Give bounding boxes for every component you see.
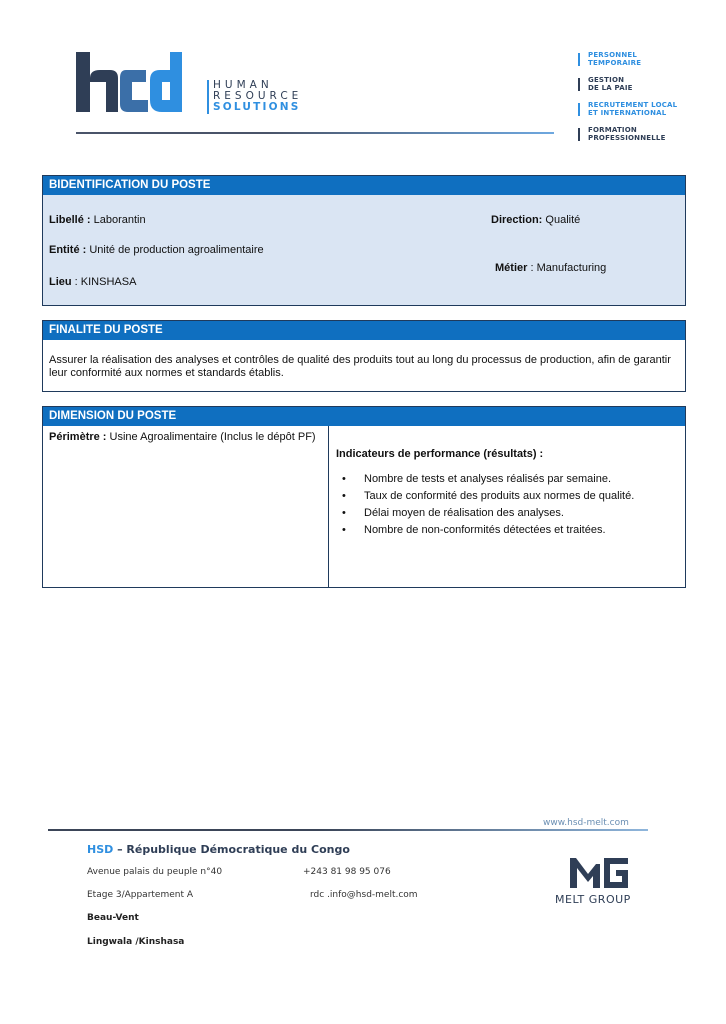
melt-group-logo bbox=[566, 852, 632, 890]
footer-title-brand: HSD bbox=[87, 843, 114, 856]
footer-divider bbox=[48, 829, 648, 831]
list-item: • Délai moyen de réalisation des analyses. bbox=[338, 506, 634, 523]
service-recrutement bbox=[578, 102, 677, 117]
brand-divider bbox=[207, 80, 209, 114]
entite-field bbox=[49, 244, 264, 256]
finalite-heading: FINALITE DU POSTE bbox=[43, 321, 685, 340]
hsd-logo bbox=[76, 48, 186, 118]
lieu-label: Lieu bbox=[49, 276, 72, 288]
brand-line-2: RESOURCE bbox=[213, 90, 303, 102]
finalite-text: Assurer la réalisation des analyses et contrôles de qualité des produits tout au long du processus de production, afin de garantir leur conformité aux normes et standards établis. bbox=[49, 354, 671, 379]
list-item: • Nombre de tests et analyses réalisés par semaine. bbox=[338, 472, 634, 489]
entite-label: Entité : bbox=[49, 244, 87, 256]
footer-address-4: Lingwala /Kinshasa bbox=[87, 937, 185, 947]
melt-group-name: MELT GROUP bbox=[555, 893, 631, 906]
indicateurs-cell bbox=[330, 426, 685, 587]
lieu-value: : KINSHASA bbox=[71, 276, 137, 288]
metier-field bbox=[495, 262, 606, 274]
perimetre-cell bbox=[43, 426, 329, 587]
service-personnel bbox=[578, 52, 677, 67]
entite-value: Unité de production agroalimentaire bbox=[86, 244, 264, 256]
list-item: • Taux de conformité des produits aux normes de qualité. bbox=[338, 489, 634, 506]
service-formation bbox=[578, 127, 677, 142]
service-line: PROFESSIONNELLE bbox=[588, 133, 666, 142]
footer-title-rest: – République Démocratique du Congo bbox=[113, 843, 350, 856]
list-item: • Nombre de non-conformités détectées et traitées. bbox=[338, 523, 634, 540]
direction-label: Direction: bbox=[491, 214, 543, 226]
libelle-field bbox=[49, 214, 146, 226]
footer-address-3: Beau-Vent bbox=[87, 913, 139, 923]
brand-line-1: HUMAN bbox=[213, 79, 273, 91]
perimetre-value: Usine Agroalimentaire (Inclus le dépôt PF) bbox=[106, 431, 316, 443]
identification-section bbox=[42, 175, 686, 306]
service-line: DE LA PAIE bbox=[588, 83, 633, 92]
header-divider bbox=[76, 132, 554, 134]
footer-phone: +243 81 98 95 076 bbox=[303, 867, 391, 877]
metier-value: : Manufacturing bbox=[527, 262, 607, 274]
direction-field bbox=[491, 214, 580, 226]
libelle-label: Libellé : bbox=[49, 214, 91, 226]
service-line: TEMPORAIRE bbox=[588, 58, 642, 67]
brand-name bbox=[213, 80, 302, 113]
lieu-field bbox=[49, 276, 136, 288]
service-line: RECRUTEMENT LOCAL bbox=[588, 101, 678, 109]
indicateurs-list bbox=[338, 472, 634, 540]
dimension-section bbox=[42, 406, 686, 588]
identification-body bbox=[43, 195, 685, 305]
footer-title bbox=[87, 843, 350, 856]
metier-label: Métier bbox=[495, 262, 528, 274]
footer-email-link[interactable]: rdc .info@hsd-melt.com bbox=[310, 890, 418, 900]
service-line: PERSONNEL bbox=[588, 51, 638, 59]
footer-address-2: Etage 3/Appartement A bbox=[87, 890, 194, 900]
indicateurs-title: Indicateurs de performance (résultats) : bbox=[336, 448, 544, 460]
services-list bbox=[578, 52, 677, 152]
finalite-section bbox=[42, 320, 686, 392]
direction-value: Qualité bbox=[542, 214, 581, 226]
libelle-value: Laborantin bbox=[90, 214, 146, 226]
dimension-body bbox=[43, 426, 685, 587]
service-line: FORMATION bbox=[588, 126, 637, 134]
service-line: GESTION bbox=[588, 76, 625, 84]
footer-url-link[interactable]: www.hsd-melt.com bbox=[543, 818, 629, 828]
dimension-heading: DIMENSION DU POSTE bbox=[43, 407, 685, 426]
service-paie bbox=[578, 77, 677, 92]
perimetre-label: Périmètre : bbox=[49, 431, 107, 443]
footer-address-1: Avenue palais du peuple n°40 bbox=[87, 867, 223, 877]
brand-line-3: SOLUTIONS bbox=[213, 101, 301, 113]
service-line: ET INTERNATIONAL bbox=[588, 108, 667, 117]
identification-heading: BIDENTIFICATION DU POSTE bbox=[43, 176, 685, 195]
